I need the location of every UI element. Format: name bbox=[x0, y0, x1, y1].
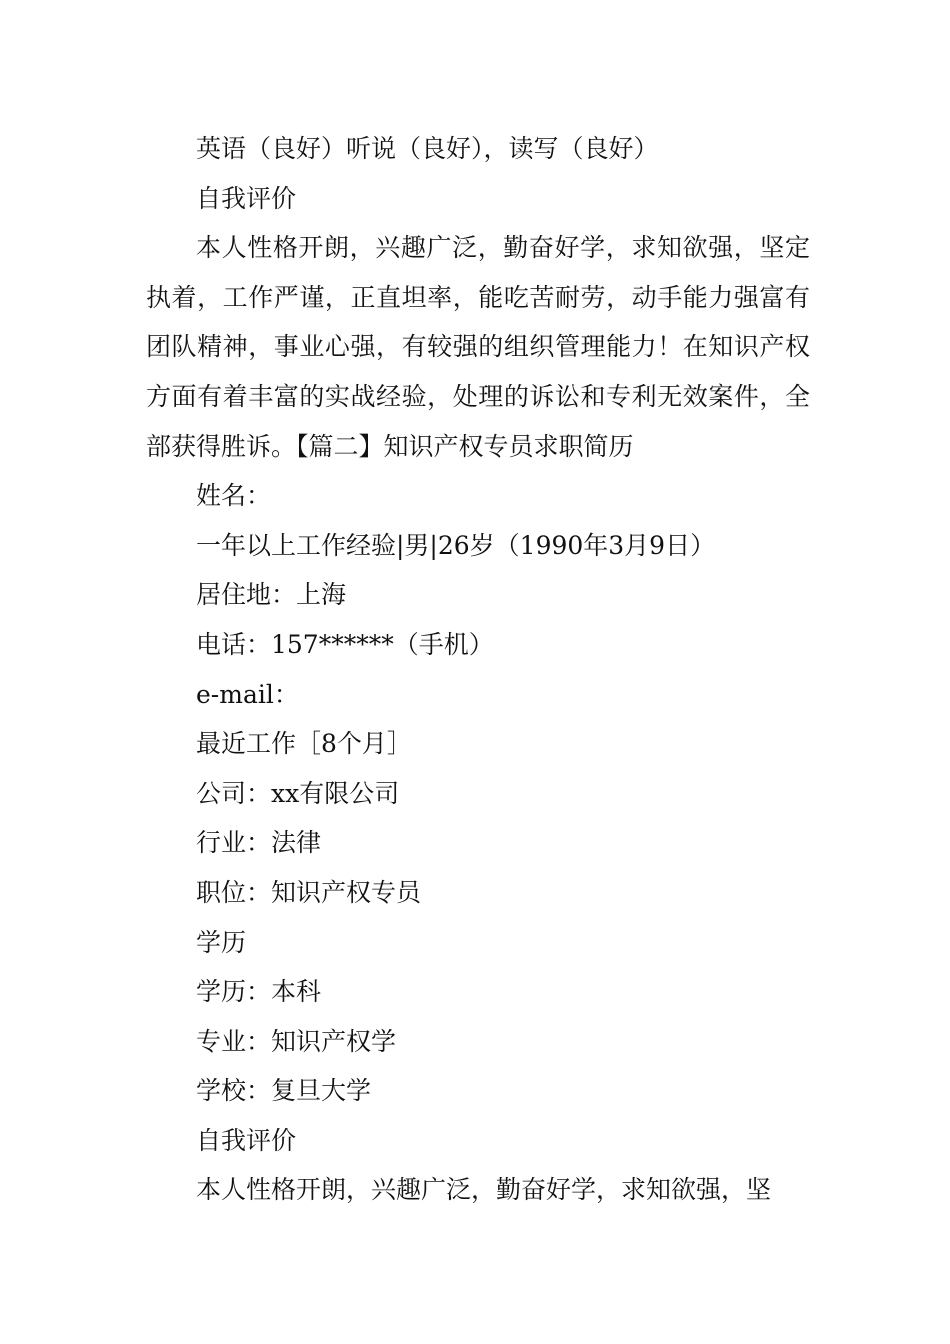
resume-summary-line: 一年以上工作经验|男|26岁（1990年3月9日） bbox=[196, 530, 716, 560]
resume-email-line: e-mail： bbox=[196, 679, 299, 709]
resume-education-heading: 学历 bbox=[196, 927, 247, 957]
resume-self-evaluation-heading: 自我评价 bbox=[196, 1125, 297, 1155]
language-skills-line: 英语（良好）听说（良好），读写（良好） bbox=[196, 134, 659, 163]
resume-school-line: 学校：复旦大学 bbox=[196, 1076, 372, 1106]
resume-name-line: 姓名： bbox=[196, 481, 272, 511]
self-evaluation-heading: 自我评价 bbox=[196, 183, 297, 213]
resume-degree-line: 学历：本科 bbox=[196, 977, 322, 1007]
resume-major-line: 专业：知识产权学 bbox=[196, 1026, 397, 1056]
resume-company-line: 公司：xx有限公司 bbox=[196, 778, 400, 808]
resume-position-line: 职位：知识产权专员 bbox=[196, 877, 422, 907]
resume-recent-work-line: 最近工作［8个月］ bbox=[196, 729, 412, 759]
resume-industry-line: 行业：法律 bbox=[196, 828, 322, 858]
resume-self-evaluation-text: 本人性格开朗，兴趣广泛，勤奋好学，求知欲强，坚 bbox=[196, 1175, 772, 1205]
resume-phone-line: 电话：157******（手机） bbox=[196, 629, 494, 659]
resume-residence-line: 居住地：上海 bbox=[196, 580, 347, 610]
self-evaluation-paragraph: 本人性格开朗，兴趣广泛，勤奋好学，求知欲强，坚定执着，工作严谨，正直坦率，能吃苦耐劳，动手能力强富有团队精神，事业心强，有较强的组织管理能力！在知识产权方面有着丰富的实战经验，处理的诉讼和专利无效案件，全部获得胜诉。【篇二】知识产权专员求职简历 bbox=[146, 233, 810, 461]
document-body bbox=[146, 124, 810, 1215]
